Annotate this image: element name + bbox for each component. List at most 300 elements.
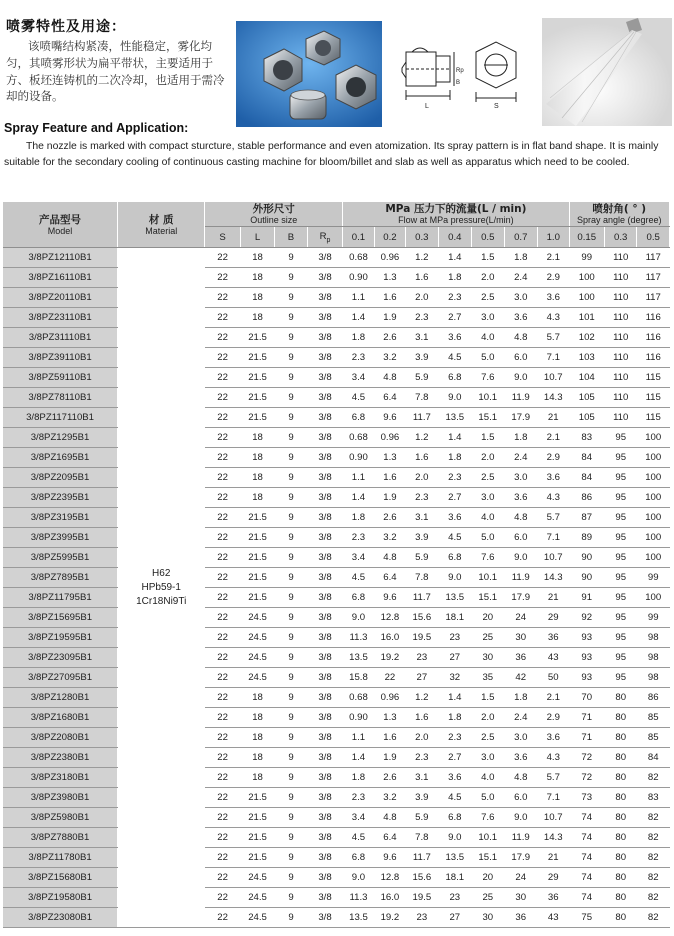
model-cell: 3/8PZ19580B1 (3, 888, 118, 908)
value-cell: 110 (604, 308, 636, 328)
table-row (3, 768, 670, 788)
table-row (3, 648, 670, 668)
model-cell: 3/8PZ11795B1 (3, 588, 118, 608)
value-cell: 9.6 (374, 588, 405, 608)
value-cell: 0.90 (343, 448, 374, 468)
header-model: 产品型号 Model (3, 202, 118, 248)
value-cell: 100 (637, 528, 670, 548)
value-cell: 21.5 (240, 848, 274, 868)
table-row (3, 808, 670, 828)
value-cell: 110 (604, 328, 636, 348)
value-cell: 80 (604, 828, 636, 848)
table-row (3, 448, 670, 468)
value-cell: 9 (275, 348, 307, 368)
value-cell: 80 (604, 728, 636, 748)
model-cell: 3/8PZ5980B1 (3, 808, 118, 828)
model-cell: 3/8PZ117110B1 (3, 408, 118, 428)
header-spray-angle: 喷射角( ° ) Spray angle (degree) (569, 202, 670, 227)
value-cell: 100 (569, 268, 604, 288)
value-cell: 14.3 (537, 828, 569, 848)
model-cell: 3/8PZ78110B1 (3, 388, 118, 408)
value-cell: 6.8 (438, 808, 471, 828)
table-row (3, 248, 670, 268)
header-rp: $R_p$ (307, 227, 343, 248)
value-cell: 2.6 (374, 768, 405, 788)
value-cell: 3/8 (307, 588, 343, 608)
value-cell: 100 (637, 448, 670, 468)
value-cell: 3/8 (307, 348, 343, 368)
value-cell: 84 (569, 448, 604, 468)
value-cell: 21 (537, 408, 569, 428)
table-row (3, 408, 670, 428)
value-cell: 3.0 (504, 468, 537, 488)
value-cell: 3.6 (537, 288, 569, 308)
header-flow-pressure: 0.5 (472, 227, 504, 248)
description-zh: 该喷嘴结构紧凑，性能稳定，雾化均匀，其喷雾形状为扁平带状，主要适用于方、板坯连铸机的二次冷却，也适用于需冷却的设备。 (6, 39, 225, 104)
table-row (3, 368, 670, 388)
value-cell: 21.5 (240, 508, 274, 528)
value-cell: 9 (275, 268, 307, 288)
header-flow-pressure: 1.0 (537, 227, 569, 248)
label-rp: Rp (456, 68, 464, 74)
value-cell: 1.6 (406, 708, 438, 728)
value-cell: 82 (637, 808, 670, 828)
value-cell: 2.9 (537, 268, 569, 288)
value-cell: 9 (275, 308, 307, 328)
value-cell: 1.6 (374, 728, 405, 748)
value-cell: 2.7 (438, 748, 471, 768)
value-cell: 22 (205, 668, 240, 688)
value-cell: 21.5 (240, 408, 274, 428)
table-row (3, 848, 670, 868)
value-cell: 24 (504, 868, 537, 888)
value-cell: 24 (504, 608, 537, 628)
value-cell: 9 (275, 508, 307, 528)
model-cell: 3/8PZ15680B1 (3, 868, 118, 888)
value-cell: 1.9 (374, 488, 405, 508)
value-cell: 3/8 (307, 648, 343, 668)
value-cell: 95 (604, 528, 636, 548)
value-cell: 9 (275, 588, 307, 608)
value-cell: 110 (604, 348, 636, 368)
model-cell: 3/8PZ3195B1 (3, 508, 118, 528)
value-cell: 21.5 (240, 808, 274, 828)
value-cell: 3/8 (307, 828, 343, 848)
value-cell: 7.1 (537, 788, 569, 808)
value-cell: 95 (604, 428, 636, 448)
value-cell: 14.3 (537, 568, 569, 588)
value-cell: 29 (537, 868, 569, 888)
value-cell: 110 (604, 408, 636, 428)
value-cell: 21 (537, 588, 569, 608)
value-cell: 9 (275, 428, 307, 448)
value-cell: 102 (569, 328, 604, 348)
value-cell: 22 (205, 368, 240, 388)
value-cell: 11.7 (406, 408, 438, 428)
value-cell: 86 (637, 688, 670, 708)
model-cell: 3/8PZ3980B1 (3, 788, 118, 808)
model-cell: 3/8PZ2095B1 (3, 468, 118, 488)
value-cell: 4.3 (537, 488, 569, 508)
value-cell: 82 (637, 868, 670, 888)
value-cell: 1.3 (374, 448, 405, 468)
value-cell: 9 (275, 448, 307, 468)
value-cell: 50 (537, 668, 569, 688)
value-cell: 22 (205, 268, 240, 288)
value-cell: 95 (604, 628, 636, 648)
model-cell: 3/8PZ2395B1 (3, 488, 118, 508)
header-angle-pressure: 0.15 (569, 227, 604, 248)
value-cell: 17.9 (504, 588, 537, 608)
value-cell: 82 (637, 848, 670, 868)
value-cell: 11.9 (504, 388, 537, 408)
value-cell: 6.4 (374, 388, 405, 408)
value-cell: 3/8 (307, 628, 343, 648)
value-cell: 22 (205, 248, 240, 268)
value-cell: 3/8 (307, 288, 343, 308)
value-cell: 1.9 (374, 308, 405, 328)
value-cell: 3.1 (406, 328, 438, 348)
value-cell: 3.2 (374, 788, 405, 808)
value-cell: 1.8 (343, 508, 374, 528)
value-cell: 13.5 (438, 848, 471, 868)
value-cell: 18 (240, 248, 274, 268)
value-cell: 2.0 (406, 288, 438, 308)
value-cell: 24.5 (240, 648, 274, 668)
value-cell: 2.3 (438, 468, 471, 488)
value-cell: 18 (240, 728, 274, 748)
value-cell: 22 (205, 428, 240, 448)
value-cell: 9.6 (374, 408, 405, 428)
value-cell: 15.6 (406, 868, 438, 888)
table-row (3, 548, 670, 568)
table-row (3, 428, 670, 448)
value-cell: 71 (569, 708, 604, 728)
value-cell: 1.8 (438, 268, 471, 288)
value-cell: 71 (569, 728, 604, 748)
value-cell: 3/8 (307, 608, 343, 628)
value-cell: 2.0 (472, 708, 504, 728)
value-cell: 35 (472, 668, 504, 688)
material-name: HPb59-1 (141, 581, 181, 593)
header-s: S (205, 227, 240, 248)
value-cell: 30 (504, 628, 537, 648)
model-cell: 3/8PZ1695B1 (3, 448, 118, 468)
value-cell: 2.1 (537, 428, 569, 448)
value-cell: 3/8 (307, 848, 343, 868)
value-cell: 18 (240, 748, 274, 768)
value-cell: 80 (604, 848, 636, 868)
value-cell: 29 (537, 608, 569, 628)
value-cell: 2.3 (406, 488, 438, 508)
product-photo (236, 21, 382, 127)
value-cell: 7.6 (472, 368, 504, 388)
value-cell: 3/8 (307, 808, 343, 828)
model-cell: 3/8PZ1680B1 (3, 708, 118, 728)
value-cell: 82 (637, 888, 670, 908)
value-cell: 18 (240, 428, 274, 448)
value-cell: 18 (240, 288, 274, 308)
value-cell: 3.4 (343, 808, 374, 828)
model-cell: 3/8PZ2080B1 (3, 728, 118, 748)
value-cell: 4.0 (472, 328, 504, 348)
value-cell: 18.1 (438, 608, 471, 628)
value-cell: 74 (569, 888, 604, 908)
value-cell: 7.1 (537, 348, 569, 368)
value-cell: 15.1 (472, 588, 504, 608)
value-cell: 13.5 (343, 648, 374, 668)
value-cell: 115 (637, 368, 670, 388)
value-cell: 2.7 (438, 488, 471, 508)
table-row (3, 328, 670, 348)
value-cell: 10.1 (472, 568, 504, 588)
value-cell: 3/8 (307, 488, 343, 508)
value-cell: 22 (205, 568, 240, 588)
value-cell: 2.3 (343, 788, 374, 808)
value-cell: 3/8 (307, 708, 343, 728)
model-cell: 3/8PZ11780B1 (3, 848, 118, 868)
value-cell: 1.4 (438, 248, 471, 268)
value-cell: 2.7 (438, 308, 471, 328)
value-cell: 15.6 (406, 608, 438, 628)
value-cell: 6.0 (504, 348, 537, 368)
value-cell: 2.0 (472, 448, 504, 468)
value-cell: 93 (569, 628, 604, 648)
value-cell: 3/8 (307, 468, 343, 488)
value-cell: 4.5 (343, 828, 374, 848)
value-cell: 116 (637, 348, 670, 368)
value-cell: 24.5 (240, 668, 274, 688)
value-cell: 3/8 (307, 768, 343, 788)
value-cell: 4.0 (472, 768, 504, 788)
value-cell: 18 (240, 688, 274, 708)
value-cell: 1.3 (374, 268, 405, 288)
value-cell: 1.3 (374, 708, 405, 728)
value-cell: 22 (205, 328, 240, 348)
value-cell: 22 (205, 828, 240, 848)
value-cell: 6.8 (343, 848, 374, 868)
value-cell: 30 (472, 908, 504, 928)
label-l: L (425, 103, 429, 110)
value-cell: 18 (240, 768, 274, 788)
value-cell: 95 (604, 568, 636, 588)
value-cell: 22 (205, 848, 240, 868)
value-cell: 99 (637, 568, 670, 588)
value-cell: 82 (637, 908, 670, 928)
value-cell: 22 (205, 628, 240, 648)
value-cell: 19.2 (374, 908, 405, 928)
value-cell: 22 (205, 528, 240, 548)
value-cell: 12.8 (374, 868, 405, 888)
value-cell: 20 (472, 868, 504, 888)
value-cell: 9 (275, 468, 307, 488)
value-cell: 3.6 (438, 768, 471, 788)
value-cell: 9 (275, 668, 307, 688)
value-cell: 19.5 (406, 888, 438, 908)
value-cell: 1.8 (504, 248, 537, 268)
value-cell: 36 (504, 908, 537, 928)
value-cell: 9 (275, 608, 307, 628)
value-cell: 21.5 (240, 528, 274, 548)
value-cell: 0.90 (343, 708, 374, 728)
value-cell: 2.4 (504, 448, 537, 468)
value-cell: 22 (205, 388, 240, 408)
value-cell: 1.1 (343, 728, 374, 748)
value-cell: 4.3 (537, 308, 569, 328)
value-cell: 10.1 (472, 828, 504, 848)
value-cell: 9 (275, 748, 307, 768)
value-cell: 87 (569, 508, 604, 528)
value-cell: 27 (438, 908, 471, 928)
value-cell: 7.8 (406, 388, 438, 408)
value-cell: 21 (537, 848, 569, 868)
value-cell: 21.5 (240, 828, 274, 848)
value-cell: 3.6 (438, 508, 471, 528)
model-cell: 3/8PZ59110B1 (3, 368, 118, 388)
value-cell: 24.5 (240, 628, 274, 648)
value-cell: 22 (205, 548, 240, 568)
value-cell: 9 (275, 788, 307, 808)
value-cell: 3/8 (307, 428, 343, 448)
value-cell: 24.5 (240, 608, 274, 628)
value-cell: 84 (569, 468, 604, 488)
value-cell: 103 (569, 348, 604, 368)
value-cell: 9 (275, 868, 307, 888)
value-cell: 74 (569, 848, 604, 868)
value-cell: 9.0 (343, 608, 374, 628)
value-cell: 89 (569, 528, 604, 548)
value-cell: 5.7 (537, 768, 569, 788)
value-cell: 23 (438, 628, 471, 648)
value-cell: 4.8 (504, 768, 537, 788)
value-cell: 23 (406, 908, 438, 928)
dimension-drawing (398, 38, 532, 112)
table-row (3, 868, 670, 888)
value-cell: 90 (569, 548, 604, 568)
value-cell: 21.5 (240, 568, 274, 588)
value-cell: 7.6 (472, 548, 504, 568)
value-cell: 1.5 (472, 688, 504, 708)
value-cell: 1.8 (438, 708, 471, 728)
value-cell: 4.8 (374, 808, 405, 828)
value-cell: 105 (569, 388, 604, 408)
value-cell: 3.6 (504, 308, 537, 328)
value-cell: 1.4 (438, 428, 471, 448)
value-cell: 2.3 (343, 348, 374, 368)
value-cell: 83 (569, 428, 604, 448)
value-cell: 95 (604, 468, 636, 488)
value-cell: 110 (604, 388, 636, 408)
value-cell: 1.5 (472, 428, 504, 448)
value-cell: 3.1 (406, 508, 438, 528)
value-cell: 13.5 (438, 588, 471, 608)
value-cell: 9 (275, 388, 307, 408)
value-cell: 9 (275, 528, 307, 548)
model-cell: 3/8PZ12110B1 (3, 248, 118, 268)
value-cell: 13.5 (438, 408, 471, 428)
table-row (3, 628, 670, 648)
value-cell: 9 (275, 688, 307, 708)
value-cell: 9.0 (343, 868, 374, 888)
value-cell: 9 (275, 828, 307, 848)
value-cell: 3.0 (472, 308, 504, 328)
value-cell: 5.7 (537, 328, 569, 348)
value-cell: 24.5 (240, 888, 274, 908)
value-cell: 1.6 (374, 468, 405, 488)
value-cell: 30 (472, 648, 504, 668)
value-cell: 22 (374, 668, 405, 688)
value-cell: 100 (637, 468, 670, 488)
value-cell: 2.4 (504, 268, 537, 288)
model-cell: 3/8PZ5995B1 (3, 548, 118, 568)
model-cell: 3/8PZ19595B1 (3, 628, 118, 648)
model-cell: 3/8PZ7880B1 (3, 828, 118, 848)
header-flow-pressure: 0.4 (438, 227, 471, 248)
value-cell: 105 (569, 408, 604, 428)
value-cell: 6.4 (374, 568, 405, 588)
value-cell: 3.0 (504, 288, 537, 308)
value-cell: 3/8 (307, 868, 343, 888)
value-cell: 9 (275, 628, 307, 648)
table-row (3, 308, 670, 328)
value-cell: 0.68 (343, 428, 374, 448)
value-cell: 22 (205, 868, 240, 888)
value-cell: 21.5 (240, 328, 274, 348)
value-cell: 84 (637, 748, 670, 768)
table-row (3, 288, 670, 308)
value-cell: 110 (604, 268, 636, 288)
value-cell: 2.5 (472, 468, 504, 488)
value-cell: 117 (637, 248, 670, 268)
value-cell: 6.8 (343, 588, 374, 608)
material-cell (118, 248, 205, 928)
value-cell: 80 (604, 808, 636, 828)
value-cell: 3.6 (504, 488, 537, 508)
value-cell: 18 (240, 448, 274, 468)
value-cell: 1.2 (406, 428, 438, 448)
header-flow-pressure: 0.3 (406, 227, 438, 248)
label-b: B (456, 80, 461, 86)
value-cell: 4.5 (438, 348, 471, 368)
value-cell: 86 (569, 488, 604, 508)
value-cell: 3/8 (307, 308, 343, 328)
value-cell: 21.5 (240, 788, 274, 808)
value-cell: 3.6 (537, 728, 569, 748)
header-b: B (275, 227, 307, 248)
value-cell: 99 (569, 248, 604, 268)
value-cell: 3/8 (307, 388, 343, 408)
value-cell: 3/8 (307, 528, 343, 548)
value-cell: 22 (205, 588, 240, 608)
value-cell: 9 (275, 768, 307, 788)
value-cell: 4.8 (504, 328, 537, 348)
value-cell: 95 (604, 588, 636, 608)
value-cell: 3.0 (504, 728, 537, 748)
value-cell: 117 (637, 268, 670, 288)
model-cell: 3/8PZ23095B1 (3, 648, 118, 668)
spray-pattern-image (542, 18, 672, 126)
value-cell: 3/8 (307, 248, 343, 268)
value-cell: 16.0 (374, 888, 405, 908)
value-cell: 85 (637, 728, 670, 748)
value-cell: 2.9 (537, 448, 569, 468)
value-cell: 16.0 (374, 628, 405, 648)
table-row (3, 568, 670, 588)
value-cell: 1.4 (343, 488, 374, 508)
value-cell: 10.1 (472, 388, 504, 408)
value-cell: 5.9 (406, 548, 438, 568)
value-cell: 3/8 (307, 668, 343, 688)
